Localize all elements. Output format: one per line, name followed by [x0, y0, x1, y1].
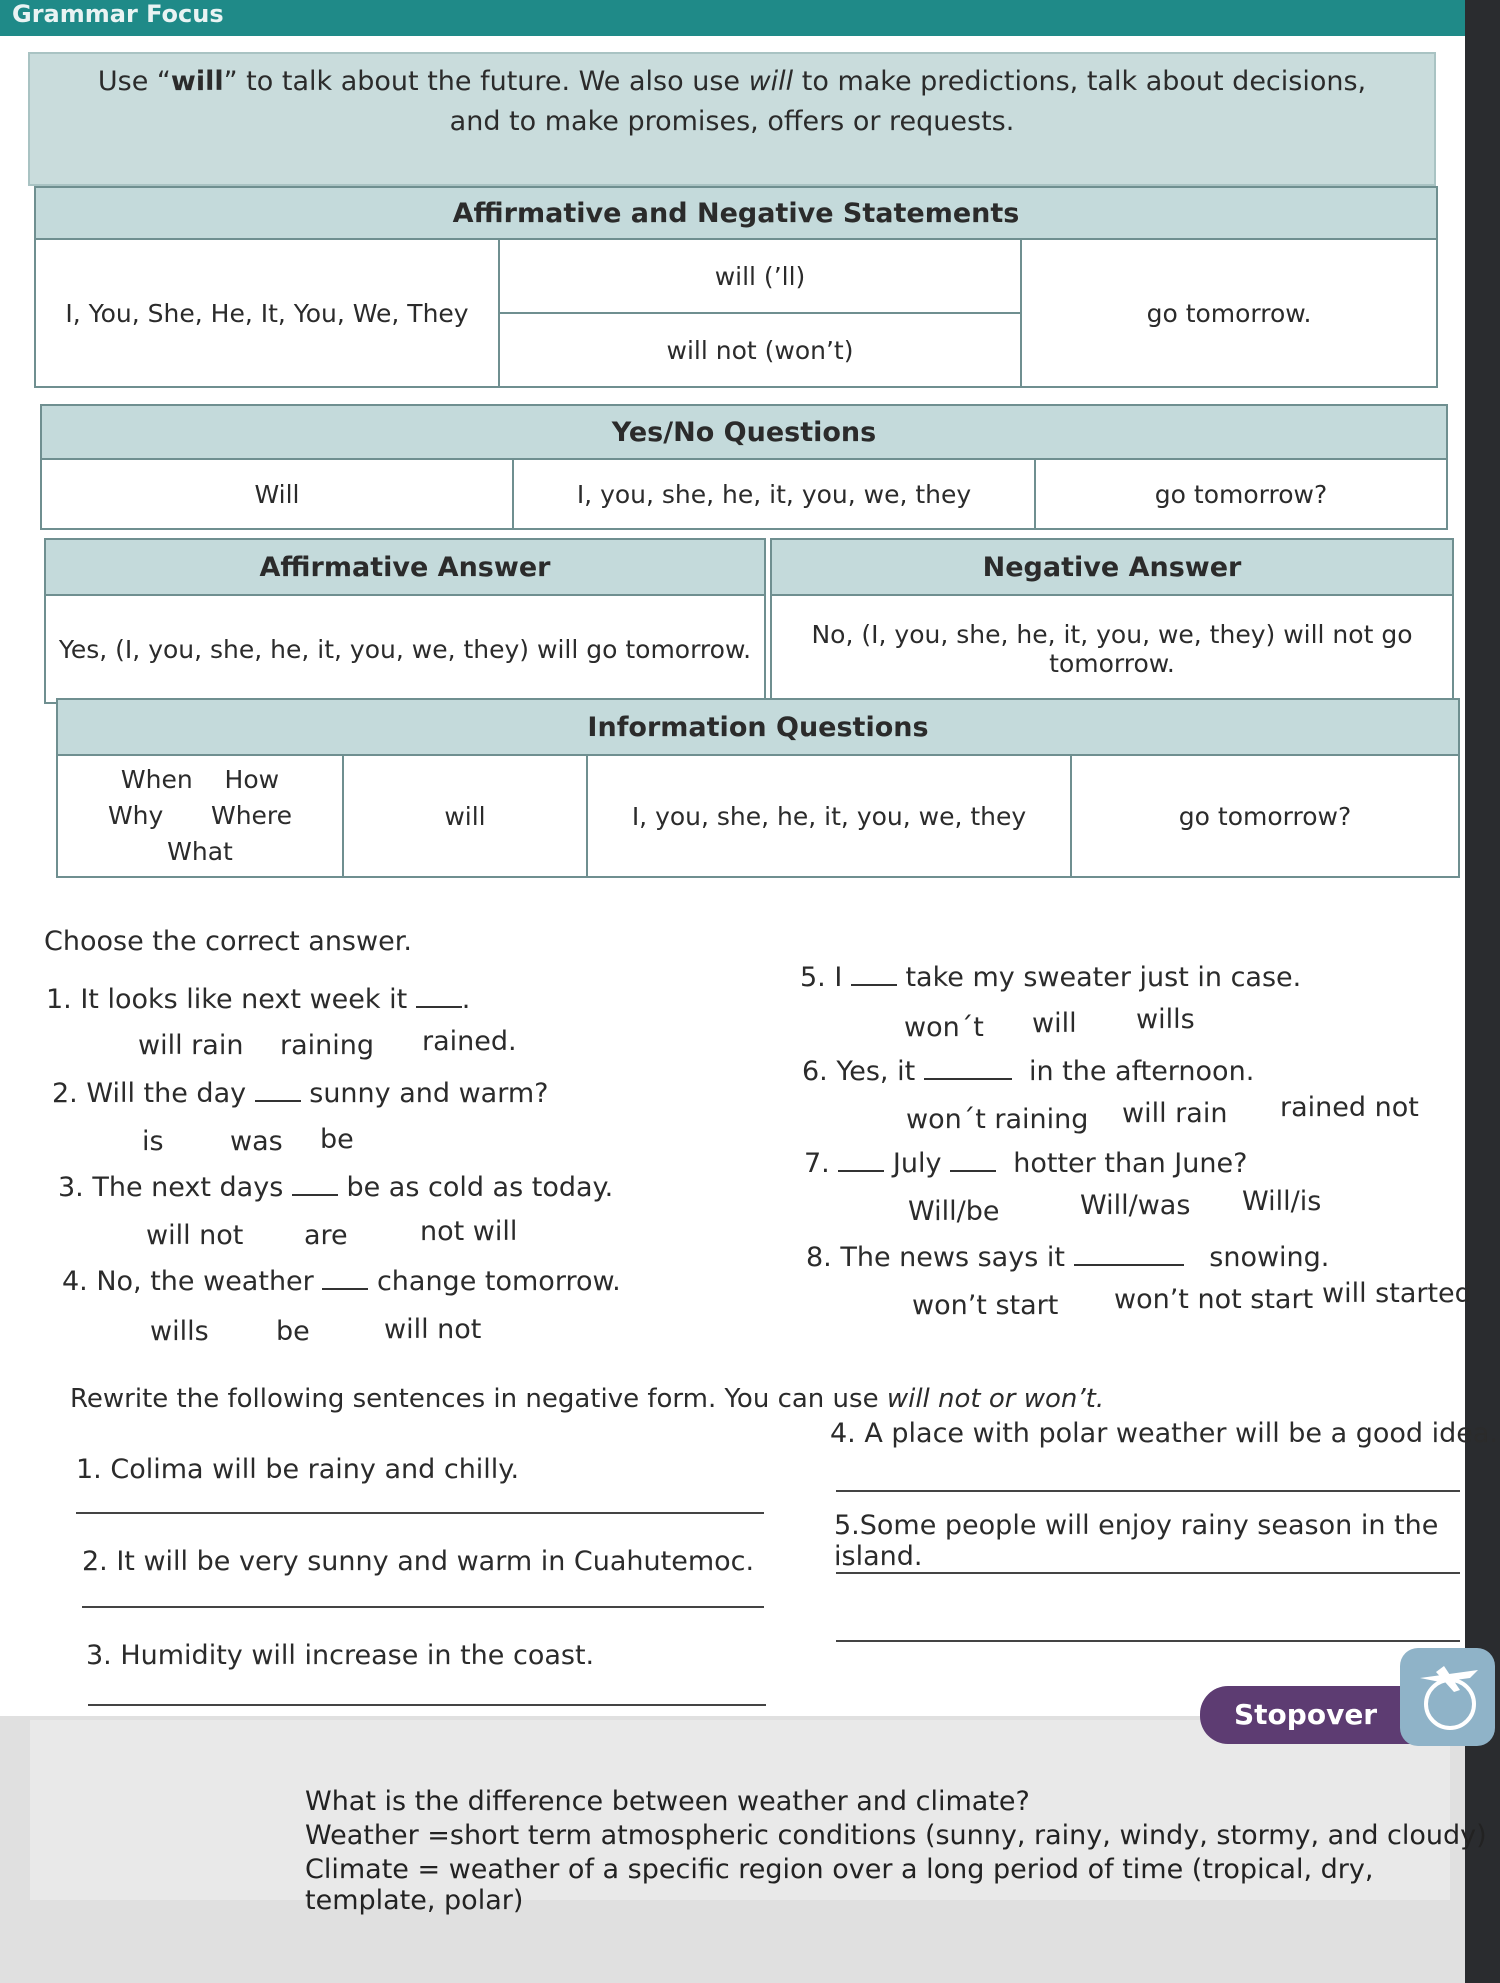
verb-cell: go tomorrow. — [1021, 239, 1437, 387]
subjects-cell: I, you, she, he, it, you, we, they — [587, 755, 1071, 877]
q7-option-2[interactable]: Will/was — [1080, 1190, 1191, 1221]
rewrite-3: 3. Humidity will increase in the coast. — [86, 1640, 595, 1671]
rewrite-1: 1. Colima will be rainy and chilly. — [76, 1454, 520, 1485]
answer-line-6[interactable] — [836, 1640, 1460, 1642]
question-4: 4. No, the weather change tomorrow. — [62, 1266, 621, 1297]
will-not-cell: will not (won’t) — [499, 313, 1021, 387]
q7-option-1[interactable]: Will/be — [908, 1196, 1000, 1227]
q2-option-1[interactable]: is — [142, 1126, 164, 1157]
exercise2-instruction: Rewrite the following sentences in negative form. You can use will not or won’t. — [70, 1384, 1105, 1414]
table-title: Affirmative Answer — [45, 539, 765, 595]
negative-answer: No, (I, you, she, he, it, you, we, they) will not go tomorrow. — [771, 595, 1453, 703]
exercise1-instruction: Choose the correct answer. — [44, 926, 412, 957]
negative-answer-table — [770, 538, 1454, 704]
affirmative-negative-table — [34, 186, 1438, 388]
q1-option-2[interactable]: raining — [280, 1030, 375, 1061]
subjects-cell: I, you, she, he, it, you, we, they — [513, 459, 1035, 529]
table-title: Yes/No Questions — [41, 405, 1447, 459]
q3-option-3[interactable]: not will — [420, 1216, 518, 1247]
answer-line-4[interactable] — [836, 1490, 1460, 1492]
q5-option-2[interactable]: will — [1032, 1008, 1077, 1039]
q3-option-2[interactable]: are — [304, 1220, 348, 1251]
intro-line-1: Use “will” to talk about the future. We also use will to make predictions, talk about decisions, — [97, 66, 1367, 97]
aux-cell: Will — [41, 459, 513, 529]
q4-option-1[interactable]: wills — [150, 1316, 209, 1347]
will-cell: will (’ll) — [499, 239, 1021, 313]
section-title: Grammar Focus — [12, 0, 224, 28]
answer-blank-1[interactable] — [838, 1148, 884, 1172]
stopover-climate: Climate = weather of a specific region over a long period of time (tropical, dry, template, polar) — [305, 1854, 1374, 1916]
answer-blank[interactable] — [292, 1172, 338, 1196]
affirmative-answer-table — [44, 538, 766, 704]
answer-line-3[interactable] — [88, 1704, 766, 1706]
q8-option-2[interactable]: won’t not start — [1114, 1284, 1314, 1315]
answer-blank[interactable] — [255, 1078, 301, 1102]
q7-option-3[interactable]: Will/is — [1242, 1186, 1322, 1217]
q6-option-3[interactable]: rained not — [1280, 1092, 1419, 1123]
intro-line-2: and to make promises, offers or requests. — [449, 106, 1015, 137]
q8-option-1[interactable]: won’t start — [912, 1290, 1059, 1321]
q2-option-3[interactable]: be — [320, 1124, 354, 1155]
q3-option-1[interactable]: will not — [146, 1220, 244, 1251]
stopover-label: Stopover — [1200, 1686, 1420, 1744]
answer-blank[interactable] — [1074, 1242, 1184, 1266]
answer-line-2[interactable] — [82, 1606, 764, 1608]
verb-cell: go tomorrow? — [1035, 459, 1447, 529]
rewrite-2: 2. It will be very sunny and warm in Cuahutemoc. — [82, 1546, 755, 1577]
table-title: Information Questions — [57, 699, 1459, 755]
question-2: 2. Will the day sunny and warm? — [52, 1078, 549, 1109]
q4-option-2[interactable]: be — [276, 1316, 310, 1347]
question-6: 6. Yes, it in the afternoon. — [802, 1056, 1255, 1087]
answer-blank[interactable] — [416, 984, 462, 1008]
airplane-icon — [1400, 1648, 1495, 1746]
q2-option-2[interactable]: was — [230, 1126, 283, 1157]
answer-blank[interactable] — [851, 962, 897, 986]
q1-option-3[interactable]: rained. — [422, 1026, 517, 1057]
question-5: 5. I take my sweater just in case. — [800, 962, 1302, 993]
subjects-cell: I, You, She, He, It, You, We, They — [35, 239, 499, 387]
answer-line-1[interactable] — [76, 1512, 764, 1514]
affirmative-answer: Yes, (I, you, she, he, it, you, we, they) will go tomorrow. — [45, 595, 765, 703]
intro-box — [28, 52, 1436, 186]
stopover-question: What is the difference between weather and climate? — [305, 1786, 1030, 1817]
q4-option-3[interactable]: will not — [384, 1314, 482, 1345]
question-1: 1. It looks like next week it . — [46, 984, 471, 1015]
rewrite-4: 4. A place with polar weather will be a good idea. — [830, 1418, 1499, 1449]
question-8: 8. The news says it snowing. — [806, 1242, 1330, 1273]
answer-blank[interactable] — [322, 1266, 368, 1290]
rewrite-5: 5.Some people will enjoy rainy season in the island. — [834, 1510, 1439, 1572]
table-title: Affirmative and Negative Statements — [35, 187, 1437, 239]
aux-cell: will — [343, 755, 587, 877]
table-title: Negative Answer — [771, 539, 1453, 595]
q5-option-3[interactable]: wills — [1136, 1004, 1195, 1035]
question-7: 7. July hotter than June? — [804, 1148, 1248, 1179]
answer-line-5[interactable] — [836, 1572, 1460, 1574]
stopover-weather: Weather =short term atmospheric conditions (sunny, rainy, windy, stormy, and cloudy) — [305, 1820, 1487, 1851]
q8-option-3[interactable]: will started — [1322, 1278, 1472, 1309]
q6-option-1[interactable]: won´t raining — [906, 1104, 1089, 1135]
yes-no-table — [40, 404, 1448, 530]
question-3: 3. The next days be as cold as today. — [58, 1172, 614, 1203]
wh-words-cell: When How Why Where What — [57, 755, 343, 877]
q1-option-1[interactable]: will rain — [138, 1030, 244, 1061]
q6-option-2[interactable]: will rain — [1122, 1098, 1228, 1129]
verb-cell: go tomorrow? — [1071, 755, 1459, 877]
answer-blank[interactable] — [924, 1056, 1012, 1080]
answer-blank-2[interactable] — [950, 1148, 996, 1172]
information-questions-table — [56, 698, 1460, 878]
q5-option-1[interactable]: won´t — [904, 1012, 984, 1043]
